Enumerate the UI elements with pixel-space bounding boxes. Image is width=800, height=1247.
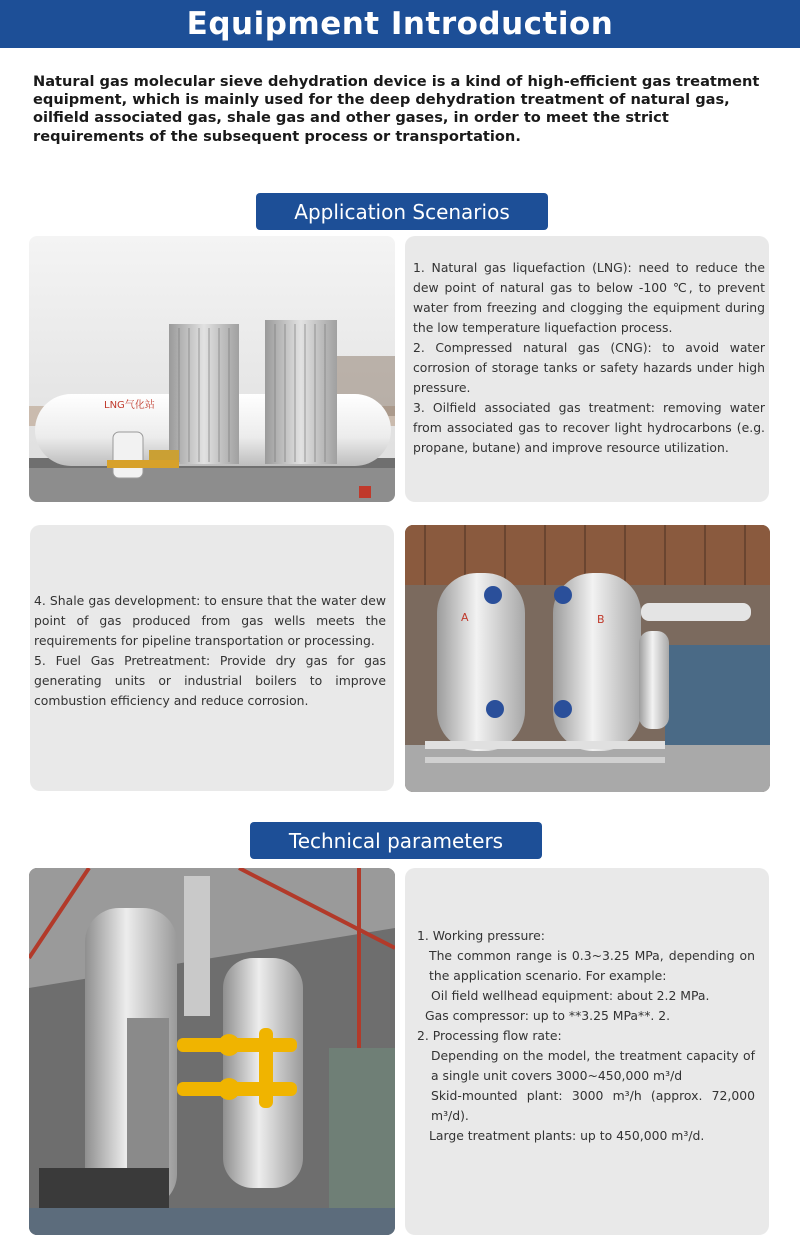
application-item-oilfield: 3. Oilfield associated gas treatment: removing water from associated gas to recover light hydrocarbons (e.g. propane, butane) and improve resource utilization. — [413, 400, 765, 455]
tech-flow-rate-heading: 2. Processing flow rate: — [417, 1028, 562, 1043]
lng-station-photo — [29, 236, 395, 502]
skid-mounted-unit-photo — [29, 868, 395, 1235]
tech-flow-capacity: Depending on the model, the treatment capacity of a single unit covers 3000~450,000 m³/d — [431, 1048, 755, 1083]
tank-label-a: A — [461, 611, 469, 624]
intro-paragraph: Natural gas molecular sieve dehydration device is a kind of high-efficient gas treatment equipment, which is mainly used for the deep dehydration treatment of natural gas, oilfield associated gas, shale gas and other gases, in order to meet the strict requirements of the subsequent process or transportation. — [33, 73, 760, 145]
application-scenarios-title: Application Scenarios — [294, 199, 510, 224]
application-item-fuel-gas: 5. Fuel Gas Pretreatment: Provide dry gas for gas generating units or industrial boilers to improve combustion efficiency and reduce corrosion. — [34, 653, 386, 708]
application-item-cng: 2. Compressed natural gas (CNG): to avoid water corrosion of storage tanks or safety hazards under high pressure. — [413, 340, 765, 395]
application-item-lng: 1. Natural gas liquefaction (LNG): need to reduce the dew point of natural gas to below -100 ℃, to prevent water from freezing and clogging the equipment during the low temperature liquefaction process. — [413, 260, 765, 335]
technical-panel — [405, 868, 769, 1235]
application-list-2 — [34, 591, 386, 711]
application-panel-2 — [30, 525, 394, 791]
technical-list — [417, 926, 755, 1146]
header-banner — [0, 0, 800, 48]
tech-working-pressure-heading: 1. Working pressure: — [417, 928, 545, 943]
technical-parameters-title: Technical parameters — [288, 828, 504, 853]
page-title: Equipment Introduction — [186, 6, 614, 42]
twin-tower-dehydrator-photo — [405, 525, 770, 792]
tech-flow-skid: Skid-mounted plant: 3000 m³/h (approx. 72,000 m³/d). — [431, 1088, 755, 1123]
application-item-shale: 4. Shale gas development: to ensure that the water dew point of gas produced from gas wells meets the requirements for pipeline transportation or processing. — [34, 593, 386, 648]
tech-flow-large: Large treatment plants: up to 450,000 m³/d. — [429, 1128, 705, 1143]
tech-pressure-range: The common range is 0.3~3.25 MPa, depending on the application scenario. For example: — [429, 948, 755, 983]
tech-pressure-compressor: Gas compressor: up to **3.25 MPa**. 2. — [425, 1008, 671, 1023]
technical-parameters-heading — [250, 822, 542, 859]
application-list-1 — [413, 258, 765, 458]
application-scenarios-heading — [256, 193, 548, 230]
tech-pressure-wellhead: Oil field wellhead equipment: about 2.2 MPa. — [431, 988, 710, 1003]
tank-label-b: B — [597, 613, 605, 626]
application-panel-1 — [405, 236, 769, 502]
lng-station-sign: LNG气化站 — [104, 400, 155, 411]
